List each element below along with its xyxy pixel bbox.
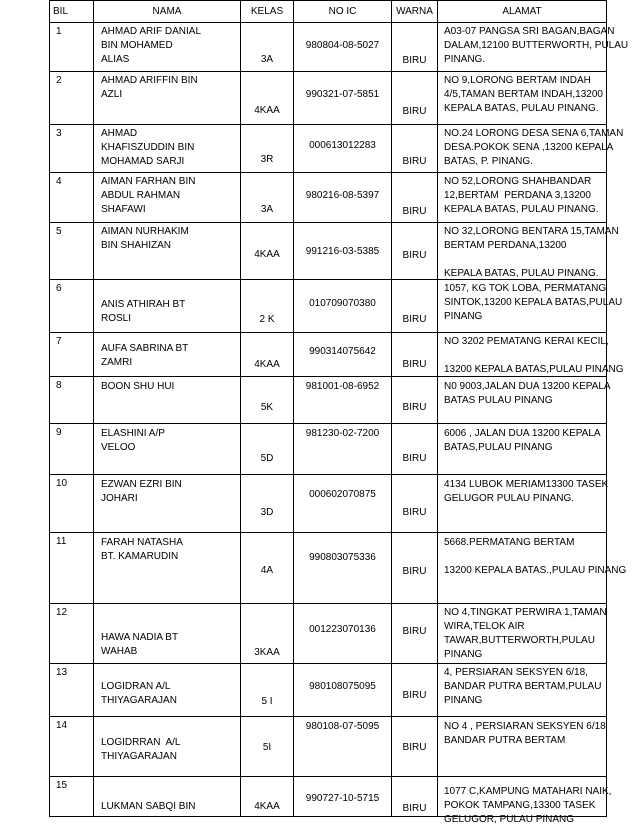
cell-alamat [438, 424, 607, 475]
cell-bil [50, 377, 94, 424]
cell-no-ic-text: 981001-08-6952 [305, 381, 380, 392]
cell-kelas-text: 3A [260, 54, 274, 65]
cell-nama-text: EZWAN EZRI BIN JOHARI [101, 479, 182, 504]
cell-no-ic-text: 990727-10-5715 [305, 793, 380, 804]
header-alamat: ALAMAT [438, 1, 607, 23]
table-row [50, 604, 607, 664]
table-row [50, 223, 607, 280]
cell-kelas-text: 4KAA [254, 249, 280, 260]
cell-no-ic-text: 991216-03-5385 [305, 246, 380, 257]
cell-no-ic-text: 981230-02-7200 [305, 428, 380, 439]
cell-alamat [438, 223, 619, 280]
cell-warna-text: BIRU [402, 156, 427, 167]
cell-no-ic [294, 280, 392, 333]
cell-bil [50, 475, 94, 533]
cell-nama [94, 173, 241, 223]
cell-bil-text: 12 [56, 607, 68, 618]
cell-bil-text: 15 [56, 780, 68, 791]
cell-kelas-text: 5I [262, 742, 272, 753]
cell-alamat-text: NO 3202 PEMATANG KERAI KECIL, 13200 KEPALA BATAS,PULAU PINANG [444, 336, 624, 375]
cell-kelas [241, 280, 294, 333]
cell-warna-text: BIRU [402, 55, 427, 66]
cell-no-ic-text: 980216-08-5397 [305, 190, 380, 201]
cell-warna [392, 424, 438, 475]
cell-alamat [438, 280, 623, 333]
cell-nama [94, 717, 241, 777]
cell-warna [392, 717, 438, 777]
cell-kelas-text: 5D [260, 453, 274, 464]
cell-no-ic-text: 990803075336 [309, 552, 376, 563]
cell-nama [94, 475, 241, 533]
cell-alamat [438, 23, 629, 72]
cell-bil-text: 10 [56, 478, 68, 489]
cell-bil [50, 717, 94, 777]
cell-warna [392, 533, 438, 604]
cell-bil [50, 72, 94, 125]
header-warna: WARNA [392, 1, 438, 23]
cell-nama [94, 424, 241, 475]
cell-warna-text: BIRU [402, 206, 427, 217]
cell-no-ic-text: 980108-07-5095 [305, 721, 380, 732]
cell-no-ic [294, 223, 392, 280]
cell-no-ic [294, 377, 392, 424]
cell-nama [94, 664, 241, 717]
cell-nama [94, 533, 241, 604]
cell-nama-text: AHMAD ARIF DANIAL BIN MOHAMED ALIAS [101, 26, 202, 65]
cell-warna-text: BIRU [402, 803, 427, 814]
cell-alamat-text: NO.24 LORONG DESA SENA 6,TAMAN DESA.POKOK SENA ,13200 KEPALA BATAS, P. PINANG. [444, 128, 624, 167]
table-row [50, 664, 607, 717]
cell-kelas [241, 173, 294, 223]
cell-alamat-text: 5668.PERMATANG BERTAM 13200 KEPALA BATAS.,PULAU PINANG [444, 537, 627, 576]
cell-kelas-text: 3KAA [254, 647, 280, 658]
cell-alamat [438, 333, 624, 377]
table-row [50, 475, 607, 533]
cell-kelas [241, 125, 294, 173]
cell-alamat-text: A03-07 PANGSA SRI BAGAN,BAGAN DALAM,12100 BUTTERWORTH, PULAU PINANG. [444, 26, 629, 65]
cell-no-ic [294, 717, 392, 777]
cell-alamat [438, 717, 607, 777]
cell-bil-text: 9 [56, 427, 62, 438]
student-table [49, 0, 629, 825]
cell-warna [392, 223, 438, 280]
cell-warna-text: BIRU [402, 453, 427, 464]
cell-nama-text: FARAH NATASHA BT. KAMARUDIN [101, 537, 183, 562]
cell-no-ic-text: 990314075642 [309, 346, 376, 357]
cell-alamat [438, 377, 611, 424]
table-row [50, 72, 607, 125]
cell-alamat-text: 4134 LUBOK MERIAM13300 TASEK GELUGOR PULAU PINANG. [444, 479, 609, 504]
header-kelas: KELAS [241, 1, 294, 23]
cell-kelas-text: 4KAA [254, 359, 280, 370]
cell-kelas [241, 72, 294, 125]
cell-bil-text: 1 [56, 26, 62, 37]
cell-bil [50, 664, 94, 717]
table-row [50, 333, 607, 377]
cell-warna-text: BIRU [402, 690, 427, 701]
cell-nama [94, 223, 241, 280]
cell-nama-text: HAWA NADIA BT WAHAB [101, 632, 179, 657]
cell-nama [94, 23, 241, 72]
table-row [50, 424, 607, 475]
cell-no-ic [294, 333, 392, 377]
cell-kelas-text: 2 K [259, 314, 275, 325]
cell-kelas [241, 377, 294, 424]
cell-warna [392, 72, 438, 125]
table-row [50, 173, 607, 223]
cell-kelas-text: 4A [260, 565, 274, 576]
cell-warna [392, 475, 438, 533]
cell-bil [50, 223, 94, 280]
cell-alamat [438, 125, 624, 173]
cell-alamat-text: NO 52,LORONG SHAHBANDAR 12,BERTAM PERDANA 3,13200 KEPALA BATAS, PULAU PINANG. [444, 176, 599, 215]
cell-bil [50, 280, 94, 333]
cell-bil-text: 2 [56, 75, 62, 86]
cell-nama [94, 777, 241, 817]
header-bil: BIL [50, 1, 94, 23]
table-row [50, 23, 607, 72]
table-header-row [50, 1, 607, 23]
cell-warna-text: BIRU [402, 314, 427, 325]
cell-alamat-text: N0 9003,JALAN DUA 13200 KEPALA BATAS PULAU PINANG [444, 381, 611, 406]
cell-alamat [438, 72, 607, 125]
cell-warna [392, 23, 438, 72]
cell-bil [50, 333, 94, 377]
cell-no-ic-text: 001223070136 [309, 624, 376, 635]
cell-no-ic [294, 604, 392, 664]
cell-kelas [241, 475, 294, 533]
table-row [50, 777, 607, 817]
cell-kelas [241, 223, 294, 280]
cell-nama-text: ANIS ATHIRAH BT ROSLI [101, 299, 186, 324]
cell-alamat-text: NO 4,TINGKAT PERWIRA 1,TAMAN WIRA,TELOK AIR TAWAR,BUTTERWORTH,PULAU PINANG [444, 607, 607, 660]
cell-nama-text: ELASHINI A/P VELOO [101, 428, 165, 453]
cell-alamat [438, 777, 612, 825]
cell-warna [392, 604, 438, 664]
cell-bil [50, 125, 94, 173]
cell-nama [94, 604, 241, 664]
table-row [50, 280, 607, 333]
cell-nama-text: AHMAD KHAFISZUDDIN BIN MOHAMAD SARJI [101, 128, 195, 167]
cell-warna-text: BIRU [402, 402, 427, 413]
cell-warna-text: BIRU [402, 359, 427, 370]
cell-kelas [241, 717, 294, 777]
header-no-ic: NO IC [294, 1, 392, 23]
cell-alamat-text: 1057, KG TOK LOBA, PERMATANG SINTOK,13200 KEPALA BATAS,PULAU PINANG [444, 283, 623, 322]
cell-kelas [241, 604, 294, 664]
cell-nama-text: AIMAN FARHAN BIN ABDUL RAHMAN SHAFAWI [101, 176, 196, 215]
cell-no-ic-text: 990321-07-5851 [305, 89, 380, 100]
cell-nama-text: LUKMAN SABQI BIN [101, 801, 196, 812]
cell-nama [94, 72, 241, 125]
cell-bil-text: 11 [56, 536, 67, 547]
cell-alamat [438, 604, 607, 664]
cell-alamat [438, 475, 607, 533]
cell-kelas-text: 4KAA [254, 801, 280, 812]
table-row [50, 717, 607, 777]
cell-warna [392, 125, 438, 173]
cell-kelas [241, 777, 294, 817]
cell-bil-text: 8 [56, 380, 62, 391]
cell-alamat [438, 533, 627, 604]
table-row [50, 377, 607, 424]
cell-bil-text: 14 [56, 720, 68, 731]
cell-warna [392, 377, 438, 424]
cell-kelas [241, 533, 294, 604]
cell-bil [50, 777, 94, 817]
cell-alamat-text: NO 9,LORONG BERTAM INDAH 4/5,TAMAN BERTAM INDAH,13200 KEPALA BATAS, PULAU PINANG. [444, 75, 603, 114]
cell-bil [50, 173, 94, 223]
cell-no-ic [294, 664, 392, 717]
table-row [50, 125, 607, 173]
cell-alamat-text: 1077 C,KAMPUNG MATAHARI NAIK, POKOK TAMPANG,13300 TASEK GELUGOR, PULAU PINANG [444, 786, 612, 825]
cell-warna-text: BIRU [402, 626, 427, 637]
cell-bil-text: 7 [56, 336, 62, 347]
cell-nama-text: AIMAN NURHAKIM BIN SHAHIZAN [101, 226, 189, 251]
cell-bil [50, 23, 94, 72]
cell-bil-text: 3 [56, 128, 62, 139]
cell-warna-text: BIRU [402, 507, 427, 518]
cell-warna [392, 173, 438, 223]
cell-no-ic [294, 72, 392, 125]
cell-no-ic [294, 125, 392, 173]
cell-no-ic-text: 000613012283 [309, 140, 376, 151]
cell-kelas-text: 5 I [261, 696, 273, 707]
cell-no-ic [294, 475, 392, 533]
cell-bil [50, 533, 94, 604]
cell-bil-text: 4 [56, 176, 62, 187]
cell-warna [392, 333, 438, 377]
cell-nama-text: AUFA SABRINA BT ZAMRI [101, 343, 189, 368]
cell-bil-text: 5 [56, 226, 62, 237]
cell-alamat [438, 173, 607, 223]
cell-warna [392, 664, 438, 717]
table-row [50, 533, 607, 604]
cell-warna-text: BIRU [402, 250, 427, 261]
cell-alamat-text: 4, PERSIARAN SEKSYEN 6/18, BANDAR PUTRA BERTAM,PULAU PINANG [444, 667, 602, 706]
cell-warna [392, 280, 438, 333]
cell-no-ic [294, 23, 392, 72]
cell-no-ic [294, 777, 392, 817]
cell-kelas-text: 4KAA [254, 105, 280, 116]
cell-no-ic-text: 000602070875 [309, 489, 376, 500]
cell-alamat-text: 6006 , JALAN DUA 13200 KEPALA BATAS,PULAU PINANG [444, 428, 601, 453]
cell-bil [50, 424, 94, 475]
cell-no-ic [294, 533, 392, 604]
cell-kelas [241, 333, 294, 377]
cell-kelas-text: 3R [260, 154, 274, 165]
cell-nama-text: AHMAD ARIFFIN BIN AZLI [101, 75, 198, 100]
cell-warna-text: BIRU [402, 566, 427, 577]
header-nama: NAMA [94, 1, 241, 23]
cell-no-ic-text: 010709070380 [309, 298, 376, 309]
cell-no-ic [294, 424, 392, 475]
cell-bil-text: 13 [56, 667, 68, 678]
cell-bil [50, 604, 94, 664]
cell-bil-text: 6 [56, 283, 62, 294]
cell-nama [94, 280, 241, 333]
cell-alamat-text: NO 4 , PERSIARAN SEKSYEN 6/18 BANDAR PUTRA BERTAM [444, 721, 606, 746]
cell-kelas-text: 3D [260, 507, 274, 518]
cell-no-ic [294, 173, 392, 223]
cell-kelas [241, 23, 294, 72]
cell-alamat [438, 664, 607, 717]
cell-kelas [241, 664, 294, 717]
cell-nama-text: BOON SHU HUI [101, 381, 175, 392]
cell-warna-text: BIRU [402, 742, 427, 753]
cell-nama [94, 333, 241, 377]
cell-nama-text: LOGIDRRAN A/L THIYAGARAJAN [101, 737, 181, 762]
cell-nama-text: LOGIDRAN A/L THIYAGARAJAN [101, 681, 177, 706]
cell-nama [94, 125, 241, 173]
cell-no-ic-text: 980804-08-5027 [305, 40, 380, 51]
cell-kelas-text: 5K [260, 402, 274, 413]
cell-no-ic-text: 980108075095 [309, 681, 376, 692]
cell-kelas [241, 424, 294, 475]
cell-warna-text: BIRU [402, 106, 427, 117]
cell-warna [392, 777, 438, 817]
cell-alamat-text: NO 32,LORONG BENTARA 15,TAMAN BERTAM PERDANA,13200 KEPALA BATAS, PULAU PINANG. [444, 226, 619, 279]
cell-kelas-text: 3A [260, 204, 274, 215]
cell-nama [94, 377, 241, 424]
